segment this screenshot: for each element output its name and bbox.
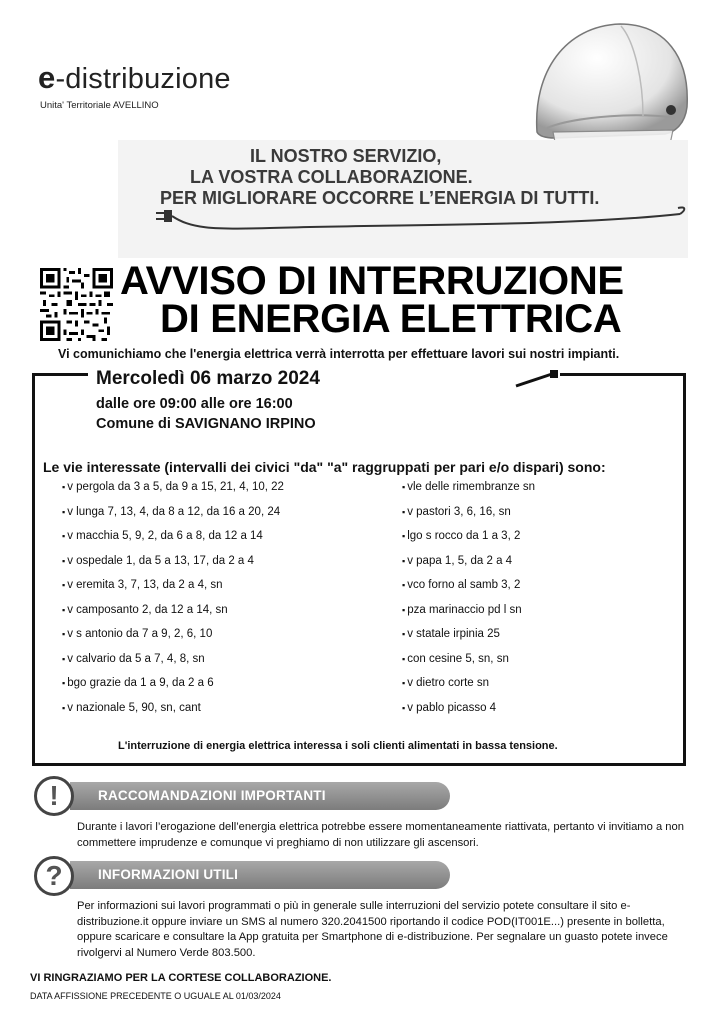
bullet-icon: ▪ [62, 555, 66, 566]
logo-e: e [38, 60, 56, 95]
title-line-1: AVVISO DI INTERRUZIONE [120, 259, 624, 303]
street-name: bgo grazie da 1 a 9, da 2 a 6 [67, 677, 214, 689]
street-item [402, 604, 522, 616]
street-name: v dietro corte sn [407, 677, 490, 689]
bullet-icon: ▪ [402, 506, 406, 517]
street-name: con cesine 5, sn, sn [407, 652, 509, 665]
street-name: v macchia 5, 9, 2, da 6 a 8, da 12 a 14 [67, 530, 263, 542]
street-name: lgo s rocco da 1 a 3, 2 [407, 530, 521, 542]
street-item [402, 481, 535, 493]
slogan-line-2: LA VOSTRA COLLABORAZIONE. [190, 167, 473, 187]
low-voltage-note: L'interruzione di energia elettrica interessa i soli clienti alimentati in bassa tensione. [118, 740, 558, 752]
street-name: v papa 1, 5, da 2 a 4 [407, 554, 513, 567]
street-name: v s antonio da 7 a 9, 2, 6, 10 [67, 628, 213, 640]
street-item [402, 677, 489, 689]
recommendations-text: Durante i lavori l’erogazione dell’energia elettrica potrebbe essere momentaneamente riattivata, pertanto vi invitiamo a non commettere imprudenze e comunque vi preghiamo di non utilizzare gli ascensori. [77, 821, 684, 849]
logo-text: -distribuzione [55, 63, 231, 95]
street-item [402, 555, 512, 567]
slogan-line-3: PER MIGLIORARE OCCORRE L’ENERGIA DI TUTTI. [160, 188, 600, 208]
street-item [62, 530, 263, 542]
warning-icon: ! [34, 776, 74, 816]
street-item [402, 506, 511, 518]
box-top-border-right [560, 373, 683, 376]
outage-date: Mercoledì 06 marzo 2024 [96, 368, 320, 389]
street-item [62, 677, 214, 689]
bullet-icon: ▪ [62, 531, 66, 541]
bullet-icon: ▪ [402, 531, 406, 541]
street-item [402, 530, 520, 542]
street-name: v ospedale 1, da 5 a 13, 17, da 2 a 4 [67, 554, 254, 567]
street-item [62, 481, 284, 493]
bullet-icon: ▪ [402, 702, 406, 713]
bullet-icon: ▪ [62, 702, 66, 713]
bullet-icon: ▪ [62, 482, 66, 492]
street-name: vco forno al samb 3, 2 [407, 579, 521, 591]
street-name: v statale irpinia 25 [407, 628, 500, 640]
street-name: v pablo picasso 4 [407, 701, 497, 714]
street-name: v eremita 3, 7, 13, da 2 a 4, sn [67, 579, 223, 591]
bullet-icon: ▪ [402, 653, 406, 664]
plug-cable-icon [150, 200, 690, 240]
info-text: Per informazioni sui lavori programmati o più in generale sulle interruzioni del servizio potete consultare il sito e-distribuzione.it oppure inviare un SMS al numero 320.2041500 riportando il codice POD(IT001E...) presente in bolletta, oppure scaricare e consultare la App gratuita per Smartphone di e-distribuzione. Per segnalare un guasto potete invece rivolgervi al Numero Verde 803.500. [77, 900, 668, 959]
bullet-icon: ▪ [62, 580, 66, 590]
street-item [402, 628, 500, 640]
street-name: v camposanto 2, da 12 a 14, sn [67, 603, 228, 616]
street-item [62, 653, 205, 665]
street-item [62, 702, 201, 714]
recommendations-header: RACCOMANDAZIONI IMPORTANTI [70, 782, 450, 810]
bullet-icon: ▪ [62, 506, 66, 517]
interruption-notice: Vi comunichiamo che l'energia elettrica verrà interrotta per effettuare lavori sui nostri impianti. [58, 347, 620, 361]
posting-date: DATA AFFISSIONE PRECEDENTE O UGUALE AL 01/03/2024 [30, 991, 281, 1001]
street-name: v nazionale 5, 90, sn, cant [67, 701, 201, 714]
slogan-line-1: IL NOSTRO SERVIZIO, [250, 146, 442, 166]
street-name: v pergola da 3 a 5, da 9 a 15, 21, 4, 10, 22 [67, 481, 284, 493]
street-name: v pastori 3, 6, 16, sn [407, 505, 511, 518]
street-item [402, 579, 520, 591]
bullet-icon: ▪ [62, 678, 66, 688]
street-item [402, 702, 496, 714]
street-item [62, 579, 223, 591]
question-icon: ? [34, 856, 74, 896]
street-item [62, 555, 254, 567]
bullet-icon: ▪ [62, 629, 66, 639]
cable-tick-icon [514, 368, 562, 388]
street-item [62, 604, 228, 616]
info-header: INFORMAZIONI UTILI [70, 861, 450, 889]
street-item [62, 628, 212, 640]
bullet-icon: ▪ [402, 604, 406, 615]
street-item [402, 653, 509, 665]
bullet-icon: ▪ [402, 580, 406, 590]
street-item [62, 506, 280, 518]
qr-code[interactable] [40, 268, 113, 341]
street-name: v lunga 7, 13, 4, da 8 a 12, da 16 a 20, 24 [67, 505, 281, 518]
outage-municipality: Comune di SAVIGNANO IRPINO [96, 416, 316, 432]
thanks-line: VI RINGRAZIAMO PER LA CORTESE COLLABORAZIONE. [30, 972, 332, 984]
street-name: vle delle rimembranze sn [407, 481, 536, 493]
bullet-icon: ▪ [402, 678, 406, 688]
company-logo [38, 60, 231, 96]
title-line-2: DI ENERGIA ELETTRICA [160, 297, 622, 341]
bullet-icon: ▪ [62, 604, 66, 615]
bullet-icon: ▪ [402, 629, 406, 639]
bullet-icon: ▪ [402, 482, 406, 492]
bullet-icon: ▪ [402, 555, 406, 566]
street-name: v calvario da 5 a 7, 4, 8, sn [67, 652, 205, 665]
outage-hours: dalle ore 09:00 alle ore 16:00 [96, 396, 293, 412]
page-title [120, 259, 624, 341]
streets-heading: Le vie interessate (intervalli dei civici "da" "a" raggruppati per pari e/o dispari) sono: [43, 459, 606, 475]
box-top-border-left [32, 373, 88, 376]
street-name: pza marinaccio pd l sn [407, 603, 522, 616]
territorial-unit: Unita' Territoriale AVELLINO [40, 100, 159, 111]
bullet-icon: ▪ [62, 653, 66, 664]
